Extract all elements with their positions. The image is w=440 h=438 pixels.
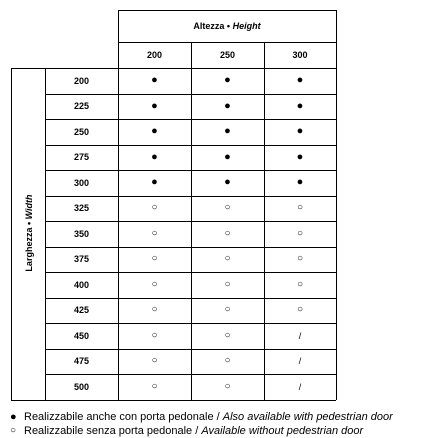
cell-available-without-door [191, 272, 264, 298]
width-label-it: Larghezza [24, 227, 34, 272]
cell-available-without-door [191, 349, 264, 375]
cell-available-without-door [118, 247, 191, 273]
filled-dot-icon: ● [224, 74, 231, 87]
cell-available-without-door [191, 196, 264, 222]
open-circle-icon: ○ [224, 227, 231, 239]
width-label-en: Width [24, 194, 34, 220]
cell-available-with-door [118, 170, 191, 196]
filled-dot-icon: ● [151, 99, 158, 112]
cell-available-with-door [118, 68, 191, 94]
row-width-value: 475 [73, 356, 90, 367]
open-circle-icon: ○ [224, 355, 231, 367]
filled-dot-icon: ● [151, 176, 158, 189]
height-separator: • [226, 21, 231, 31]
cell-available-without-door [264, 196, 336, 222]
filled-dot-icon: ● [296, 176, 304, 189]
height-label-en: Height [232, 21, 261, 31]
open-circle-icon: ○ [151, 253, 158, 265]
cell-available-without-door [118, 349, 191, 375]
legend-filled-en: Also available with pedestrian door [222, 411, 393, 423]
filled-dot-icon: ● [224, 176, 231, 189]
cell-not-available [264, 349, 336, 375]
cell-available-without-door [118, 374, 191, 400]
open-circle-icon: ○ [296, 304, 304, 316]
open-circle-icon: ○ [296, 202, 304, 214]
open-circle-icon: ○ [296, 253, 304, 265]
cell-available-with-door [264, 119, 336, 145]
cell-available-with-door [118, 94, 191, 120]
filled-dot-icon: ● [296, 99, 304, 112]
open-circle-icon: ○ [296, 227, 304, 239]
open-circle-icon: ○ [151, 329, 158, 341]
cell-available-with-door [264, 68, 336, 94]
open-circle-icon: ○ [151, 380, 158, 392]
grid-line-horizontal [118, 10, 336, 11]
cell-available-without-door [191, 247, 264, 273]
column-header-label: 300 [292, 50, 308, 60]
cell-available-with-door [118, 145, 191, 171]
filled-dot-icon: ● [296, 74, 304, 87]
not-available-mark: / [298, 356, 302, 367]
cell-available-with-door [191, 170, 264, 196]
open-circle-icon: ○ [151, 355, 158, 367]
grid-line-vertical [336, 10, 337, 400]
grid-line-vertical [191, 42, 192, 400]
cell-available-without-door [264, 272, 336, 298]
cell-available-with-door [191, 145, 264, 171]
grid-line-vertical [118, 10, 119, 400]
open-circle-icon: ○ [10, 425, 17, 436]
width-side-label [24, 194, 34, 271]
not-available-mark: / [298, 330, 302, 341]
open-circle-icon: ○ [151, 227, 158, 239]
column-header-label: 200 [146, 50, 163, 60]
filled-dot-icon: ● [296, 125, 304, 138]
row-width-value: 250 [73, 126, 90, 137]
grid-line-horizontal [11, 400, 45, 401]
row-width-value: 225 [73, 101, 90, 112]
row-width-value: 425 [73, 305, 90, 316]
legend-open-it: Realizzabile senza porta pedonale / [24, 425, 199, 437]
column-header-label: 250 [219, 50, 236, 60]
row-width-value: 450 [73, 330, 90, 341]
cell-available-with-door [191, 119, 264, 145]
column-header-300 [264, 42, 336, 68]
cell-not-available [264, 374, 336, 400]
cell-available-without-door [118, 272, 191, 298]
cell-available-without-door [191, 221, 264, 247]
cell-available-with-door [264, 145, 336, 171]
open-circle-icon: ○ [224, 202, 231, 214]
filled-dot-icon: ● [296, 150, 304, 163]
open-circle-icon: ○ [224, 380, 231, 392]
open-circle-icon: ○ [224, 278, 231, 290]
legend-open-en: Available without pedestrian door [201, 425, 364, 437]
column-header-250 [191, 42, 264, 68]
open-circle-icon: ○ [224, 253, 231, 265]
row-width-value: 350 [73, 228, 90, 239]
filled-dot-icon: ● [224, 125, 231, 138]
cell-available-without-door [191, 298, 264, 324]
open-circle-icon: ○ [224, 304, 231, 316]
column-header-200 [118, 42, 191, 68]
open-circle-icon: ○ [151, 202, 158, 214]
cell-available-without-door [118, 298, 191, 324]
filled-dot-icon: ● [224, 99, 231, 112]
legend-filled-it: Realizzabile anche con porta pedonale / [24, 411, 220, 423]
open-circle-icon: ○ [151, 278, 158, 290]
grid-line-horizontal [11, 68, 336, 69]
row-width-value: 400 [73, 279, 90, 290]
open-circle-icon: ○ [296, 278, 304, 290]
row-width-value: 500 [73, 381, 90, 392]
grid-line-vertical [264, 42, 265, 400]
row-width-value: 200 [73, 75, 90, 86]
legend-open [10, 425, 363, 437]
filled-dot-icon: ● [151, 74, 158, 87]
grid-line-vertical [11, 68, 12, 400]
row-width-value: 275 [73, 152, 90, 163]
grid-line-vertical [45, 68, 46, 400]
grid-line-horizontal [118, 42, 336, 43]
cell-available-without-door [191, 374, 264, 400]
filled-dot-icon: ● [224, 150, 231, 163]
row-width-value: 375 [73, 254, 90, 265]
height-label-it: Altezza [193, 21, 225, 31]
cell-available-with-door [264, 170, 336, 196]
legend-filled [10, 411, 393, 423]
cell-available-with-door [191, 94, 264, 120]
cell-available-without-door [118, 221, 191, 247]
row-width-value: 300 [73, 177, 90, 188]
width-separator: • [24, 221, 34, 226]
cell-available-with-door [191, 68, 264, 94]
filled-dot-icon: ● [10, 410, 17, 423]
not-available-mark: / [298, 381, 302, 392]
open-circle-icon: ○ [224, 329, 231, 341]
cell-available-without-door [118, 323, 191, 349]
row-width-value: 325 [73, 203, 90, 214]
cell-available-without-door [264, 298, 336, 324]
filled-dot-icon: ● [151, 150, 158, 163]
cell-available-with-door [118, 119, 191, 145]
cell-available-without-door [118, 196, 191, 222]
cell-available-with-door [264, 94, 336, 120]
cell-available-without-door [264, 221, 336, 247]
cell-available-without-door [264, 247, 336, 273]
cell-available-without-door [191, 323, 264, 349]
grid-line-horizontal [45, 400, 336, 401]
cell-not-available [264, 323, 336, 349]
open-circle-icon: ○ [151, 304, 158, 316]
height-header [118, 10, 336, 42]
filled-dot-icon: ● [151, 125, 158, 138]
